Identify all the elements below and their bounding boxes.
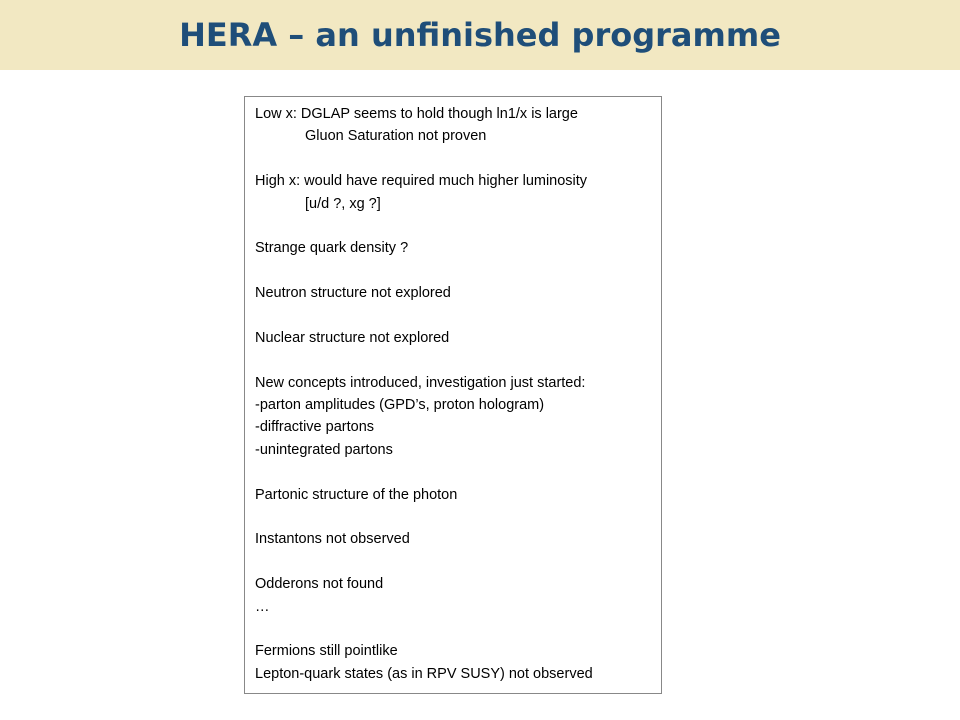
blank-line — [255, 618, 653, 640]
title-band — [0, 0, 960, 70]
text-line: -unintegrated partons — [255, 441, 393, 458]
content-box — [244, 96, 662, 694]
blank-line — [255, 461, 653, 483]
text-line: Instantons not observed — [255, 531, 410, 548]
blank-line — [255, 349, 653, 371]
text-line: Odderons not found — [255, 576, 384, 593]
text-line: Fermions still pointlike — [255, 643, 398, 660]
text-line: Lepton-quark states (as in RPV SUSY) not observed — [255, 665, 593, 682]
text-line: New concepts introduced, investigation just started: — [255, 374, 586, 391]
text-line: [u/d ?, xg ?] — [305, 195, 381, 212]
text-line: -diffractive partons — [255, 419, 375, 436]
text-line: Nuclear structure not explored — [255, 329, 450, 346]
text-line: High x: would have required much higher luminosity — [255, 173, 588, 190]
blank-line — [255, 260, 653, 282]
blank-line — [255, 148, 653, 170]
blank-line — [255, 305, 653, 327]
blank-line — [255, 215, 653, 237]
text-line: … — [255, 598, 270, 615]
text-line: Low x: DGLAP seems to hold though ln1/x is large — [255, 106, 578, 122]
text-line: -parton amplitudes (GPD’s, proton hologram) — [255, 397, 545, 414]
slide-title: HERA – an unfinished programme — [179, 16, 781, 54]
text-line: Gluon Saturation not proven — [305, 128, 487, 145]
blank-line — [255, 506, 653, 528]
text-line: Neutron structure not explored — [255, 285, 451, 302]
text-line: Strange quark density ? — [255, 240, 409, 257]
text-line: Partonic structure of the photon — [255, 486, 458, 503]
blank-line — [255, 551, 653, 573]
